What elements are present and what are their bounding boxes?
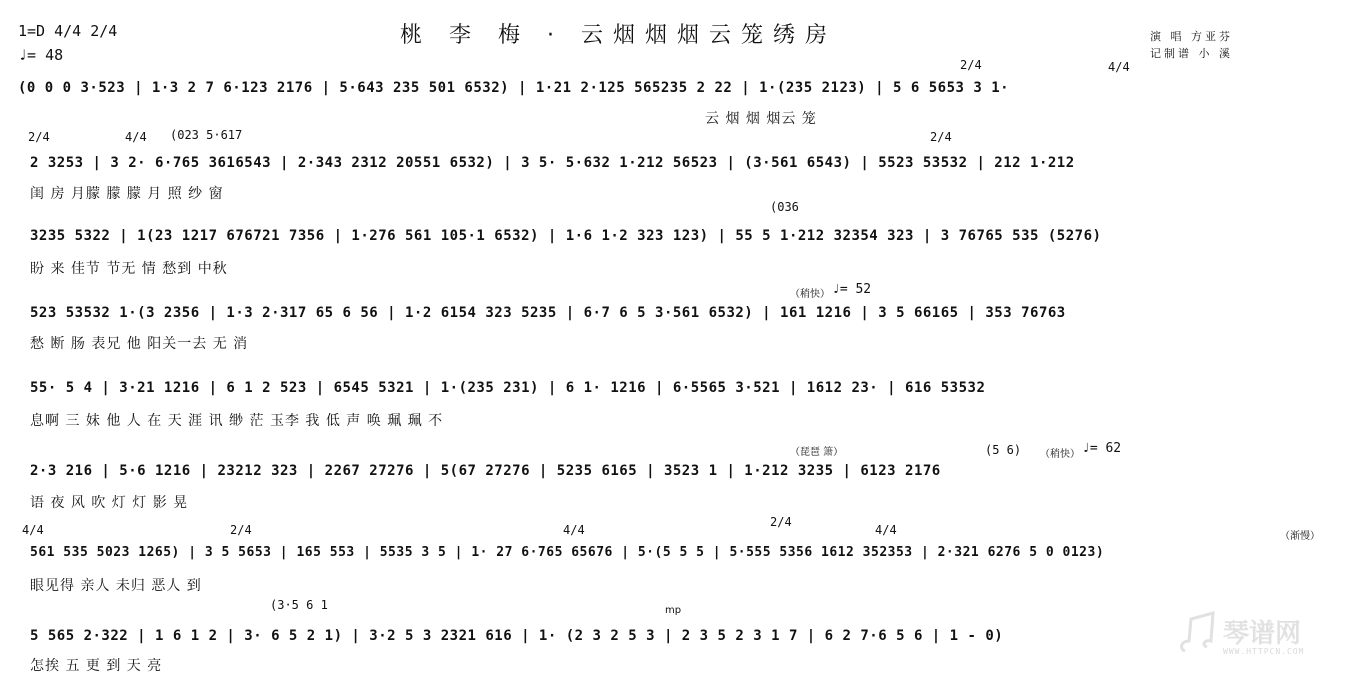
lyrics-line-1: 云 烟 烟 烟云 笼	[705, 111, 817, 127]
tempo-change-label: （稍快）	[790, 289, 830, 300]
ornament-notes: (036	[770, 200, 799, 214]
notation-line-4: 523 53532 1·(3 2356 | 1·3 2·317 65 6 56 | 1·2 6154 323 5235 | 6·7 6 5 3·561 6532) | 161 1216 | 3 5 66165 | 353 76763	[30, 305, 1066, 321]
notation-line-3: 3235 5322 | 1(23 1217 676721 7356 | 1·276 561 105·1 6532) | 1·6 1·2 323 123) | 55 5 1·212 32354 323 | 3 76765 535 (5276)	[30, 228, 1102, 244]
lyrics-line-7: 眼见得 亲人 未归 恶人 到	[30, 578, 202, 594]
watermark-url: WWW.HTTPCN.COM	[1223, 647, 1305, 656]
tempo-change-value: ♩= 62	[1082, 441, 1122, 456]
quarter-note-icon: ♩	[832, 282, 840, 297]
lyrics-line-5: 息啊 三 妹 他 人 在 天 涯 讯 缈 茫 玉李 我 低 声 唤 珮 珮 不	[30, 413, 444, 429]
tempo-change-value: ♩= 52	[832, 282, 872, 297]
notation-line-6: 2·3 216 | 5·6 1216 | 23212 323 | 2267 27276 | 5(67 27276 | 5235 6165 | 3523 1 | 1·212 3235 | 6123 2176	[30, 463, 941, 479]
time-signature-mark: 4/4	[875, 523, 897, 537]
tempo-change-label: （稍快）	[1040, 449, 1080, 460]
time-signature-mark: 2/4	[960, 58, 982, 72]
singer-credit: 演 唱 方亚芬	[1150, 30, 1233, 43]
notation-line-5: 55· 5 4 | 3·21 1216 | 6 1 2 523 | 6545 5321 | 1·(235 231) | 6 1· 1216 | 6·5565 3·521 | 1612 23· | 616 53532	[30, 380, 986, 396]
time-signature-mark: 4/4	[563, 523, 585, 537]
tempo-marking: ♩= 48	[18, 46, 64, 64]
lyrics-line-8: 怎挨 五 更 到 天 亮	[30, 658, 163, 674]
note-logo-icon	[1177, 611, 1219, 655]
time-signature-mark: 2/4	[930, 130, 952, 144]
watermark-text: 琴谱网	[1223, 619, 1302, 649]
time-signature-mark: 4/4	[125, 130, 147, 144]
time-signature-mark: 2/4	[230, 523, 252, 537]
notation-line-7: 561 535 5023 1265) | 3 5 5653 | 165 553 | 5535 3 5 | 1· 27 6·765 65676 | 5·(5 5 5 | 5·555 5356 1612 352353 | 2·321 6276 5 0 0123)	[30, 545, 1105, 560]
key-time-signature: 1=D 4/4 2/4	[18, 22, 118, 40]
lyrics-line-4: 愁 断 肠 表兄 他 阳关一去 无 消	[30, 336, 249, 352]
song-title: 桃 李 梅 · 云烟烟烟云笼绣房	[400, 23, 837, 48]
dynamics-label: （渐慢）	[1280, 531, 1320, 542]
transcriber-credit: 记制谱 小 溪	[1150, 47, 1233, 60]
dynamics-label: mp	[665, 605, 682, 616]
time-signature-mark: 4/4	[1108, 60, 1130, 74]
ornament-notes: (023 5·617	[170, 128, 243, 142]
ornament-notes: (3·5 6 1	[270, 598, 328, 612]
quarter-note-icon: ♩	[18, 46, 28, 64]
lyrics-line-3: 盼 来 佳节 节无 情 愁到 中秋	[30, 261, 228, 277]
instrument-label: （琵琶 箫）	[790, 447, 844, 458]
bracket-notes: (5 6)	[985, 443, 1022, 457]
notation-line-2: 2 3253 | 3 2· 6·765 3616543 | 2·343 2312 20551 6532) | 3 5· 5·632 1·212 56523 | (3·561 6543) | 5523 53532 | 212 1·212	[30, 155, 1075, 171]
site-watermark	[1177, 611, 1347, 661]
notation-line-8: 5 565 2·322 | 1 6 1 2 | 3· 6 5 2 1) | 3·2 5 3 2321 616 | 1· (2 3 2 5 3 | 2 3 5 2 3 1 7 | 6 2 7·6 5 6 | 1 - 0)	[30, 628, 1004, 644]
time-signature-mark: 2/4	[770, 515, 792, 529]
lyrics-line-2: 闺 房 月朦 朦 朦 月 照 纱 窗	[30, 186, 224, 202]
time-signature-mark: 2/4	[28, 130, 50, 144]
time-signature-mark: 4/4	[22, 523, 44, 537]
notation-line-1: (0 0 0 3·523 | 1·3 2 7 6·123 2176 | 5·643 235 501 6532) | 1·21 2·125 565235 2 22 | 1·(235 2123) | 5 6 5653 3 1·	[18, 80, 1010, 96]
quarter-note-icon: ♩	[1082, 441, 1090, 456]
lyrics-line-6: 语 夜 风 吹 灯 灯 影 晃	[30, 495, 189, 511]
